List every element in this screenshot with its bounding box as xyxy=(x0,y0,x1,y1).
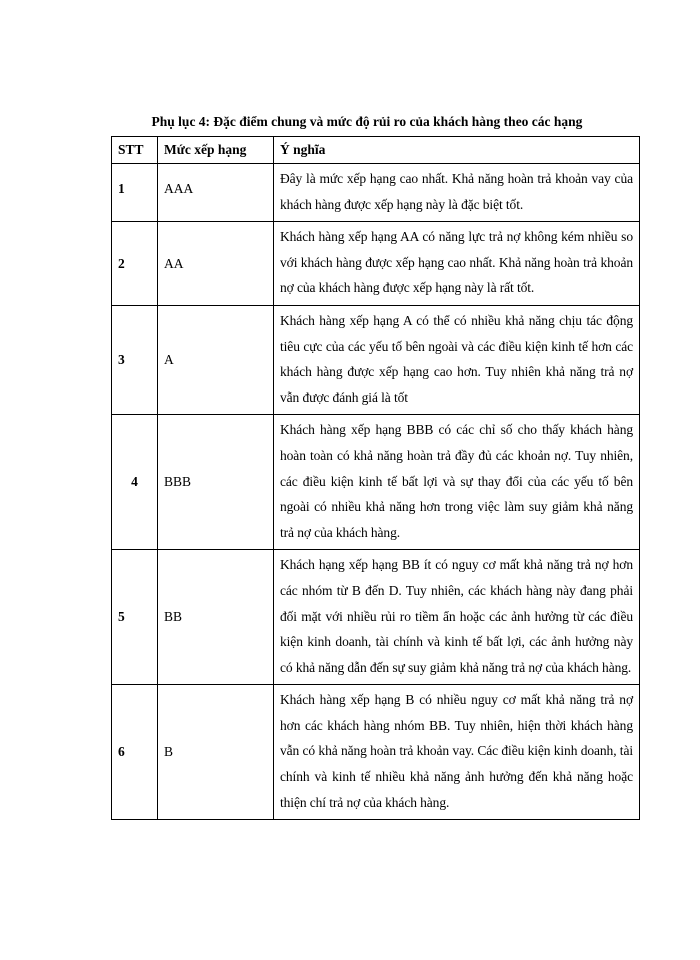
header-rating: Mức xếp hạng xyxy=(158,137,274,164)
row-rating: BBB xyxy=(158,415,274,550)
row-rating: BB xyxy=(158,550,274,685)
row-rating: AAA xyxy=(158,164,274,222)
row-meaning: Khách hàng xếp hạng AA có năng lực trả nợ không kém nhiều so với khách hàng được xếp hạng cao nhất. Khả năng hoàn trả khoản nợ của khách hàng được xếp hạng này là rất tốt. xyxy=(274,222,640,306)
row-stt: 6 xyxy=(112,685,158,820)
table-row xyxy=(112,305,640,414)
page-title: Phụ lục 4: Đặc điểm chung và mức độ rủi ro của khách hàng theo các hạng xyxy=(151,114,583,129)
rating-table xyxy=(111,136,640,820)
row-meaning: Khách hàng xếp hạng A có thể có nhiều khả năng chịu tác động tiêu cực của các yếu tố bên ngoài và các điều kiện kinh tế hơn các khách hàng được xếp hạng cao hơn. Tuy nhiên khả năng trả nợ vẫn được đánh giá là tốt xyxy=(274,305,640,414)
row-stt: 5 xyxy=(112,550,158,685)
table-row xyxy=(112,685,640,820)
row-meaning: Khách hạng xếp hạng BB ít có nguy cơ mất khả năng trả nợ hơn các nhóm từ B đến D. Tuy nhiên, các khách hàng này đang phải đối mặt với nhiều rủi ro tiềm ẩn hoặc các ảnh hưởng từ các điều kiện kinh doanh, tài chính và kinh tế bất lợi, các ảnh hưởng này có khả năng dẫn đến sự suy giảm khả năng trả nợ của khách hàng. xyxy=(274,550,640,685)
row-meaning: Đây là mức xếp hạng cao nhất. Khả năng hoàn trả khoản vay của khách hàng được xếp hạng này là đặc biệt tốt. xyxy=(274,164,640,222)
row-meaning: Khách hàng xếp hạng B có nhiều nguy cơ mất khả năng trả nợ hơn các khách hàng nhóm BB. Tuy nhiên, hiện thời khách hàng vẫn có khả năng hoàn trả khoản vay. Các điều kiện kinh doanh, tài chính và kinh tế nhiều khả năng ảnh hưởng đến khả năng hoặc thiện chí trả nợ của khách hàng. xyxy=(274,685,640,820)
row-rating: B xyxy=(158,685,274,820)
row-meaning: Khách hàng xếp hạng BBB có các chỉ số cho thấy khách hàng hoàn toàn có khả năng hoàn trả đầy đủ các khoản nợ. Tuy nhiên, các điều kiện kinh tế bất lợi và sự thay đổi của các yếu tố bên ngoài có nhiều khả năng hơn trong việc làm suy giảm khả năng trả nợ của khách hàng. xyxy=(274,415,640,550)
row-rating: A xyxy=(158,305,274,414)
table-header-row xyxy=(112,137,640,164)
row-stt: 2 xyxy=(112,222,158,306)
row-stt: 4 xyxy=(112,415,158,550)
row-rating: AA xyxy=(158,222,274,306)
header-stt: STT xyxy=(112,137,158,164)
table-row xyxy=(112,550,640,685)
row-stt: 3 xyxy=(112,305,158,414)
row-stt: 1 xyxy=(112,164,158,222)
table-row xyxy=(112,222,640,306)
table-row xyxy=(112,164,640,222)
header-meaning: Ý nghĩa xyxy=(274,137,640,164)
table-row xyxy=(112,415,640,550)
